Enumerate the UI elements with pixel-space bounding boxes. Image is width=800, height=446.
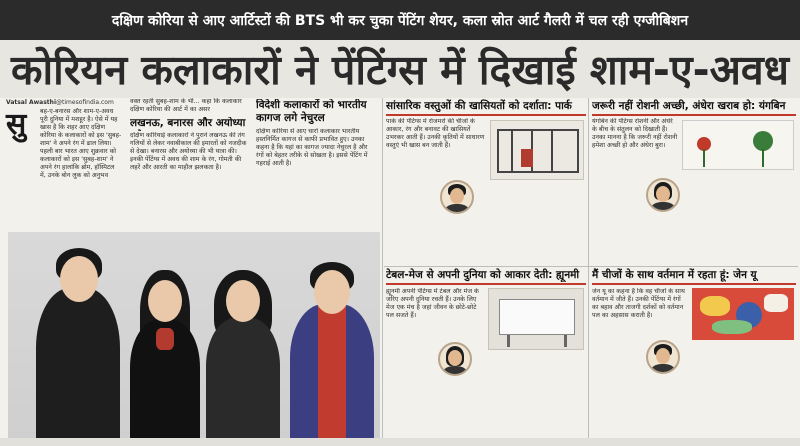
main-headline: कोरियन कलाकारों ने पेंटिंग्स में दिखाई शाम-ए-अवध bbox=[0, 40, 800, 98]
group-photo bbox=[8, 232, 380, 438]
box-title-youngbin: जरूरी नहीं रोशनी अच्छी, अंधेरा खराब हो: यंगबिन bbox=[592, 100, 786, 112]
subhead-paper: विदेशी कलाकारों को भारतीय कागज लगे नेचुरल bbox=[256, 99, 367, 124]
painting-hyunmi bbox=[488, 288, 584, 350]
box-divider bbox=[588, 98, 589, 438]
byline bbox=[6, 99, 114, 106]
portrait-park bbox=[440, 180, 474, 214]
box-text-youngbin-2 bbox=[686, 176, 794, 264]
box-text-hyunmi: ह्यूनमी अपनी पेंटिंग्स में टेबल और मेज के जरिए अपनी दुनिया रचती हैं। उनके लिए मेज एक मंच है जहां जीवन के छोटे-छोटे पल सजते हैं। bbox=[386, 288, 479, 319]
article-column-2-top: वक्त रहती सुबह-शाम के भी... कहा कि कलाकार दक्षिण कोरिया की आर्ट में का असर bbox=[130, 98, 242, 113]
box-text-jenyu-2 bbox=[692, 344, 794, 436]
painting-jenyu bbox=[692, 288, 794, 340]
box-title-hyunmi: टेबल-मेज से अपनी दुनिया को आकार देती: ह्यूनमी bbox=[386, 269, 580, 281]
box-row-divider bbox=[384, 266, 798, 267]
box-title-underline bbox=[592, 283, 796, 285]
portrait-hyunmi bbox=[438, 342, 472, 376]
box-text-youngbin: यंगबिन की पेंटिंग्स रोशनी और अंधेरे के बीच के संतुलन को दिखाती हैं। उनका मानना है कि जरूरी नहीं रोशनी हमेशा अच्छी हो और अंधेरा बुरा। bbox=[592, 118, 678, 149]
box-text-park-2 bbox=[490, 184, 584, 264]
byline-email: @timesofindia.com bbox=[56, 99, 114, 106]
box-text-hyunmi-2 bbox=[488, 354, 584, 436]
box-title-underline bbox=[386, 283, 586, 285]
column-divider bbox=[382, 98, 383, 438]
box-title-jenyu: मैं चीजों के साथ वर्तमान में रहता हूं: जेन यू bbox=[592, 269, 757, 281]
box-title-underline bbox=[592, 114, 796, 116]
byline-name: Vatsal Awasthi bbox=[6, 99, 57, 106]
subhead-lucknow: लखनऊ, बनारस और अयोध्या bbox=[130, 117, 246, 129]
box-title-park: सांसारिक वस्तुओं की खासियतों को दर्शाता: पार्क bbox=[386, 100, 572, 112]
photo-person-2 bbox=[130, 270, 200, 438]
drop-cap: सु bbox=[6, 107, 27, 142]
box-text-jenyu: जेन यू का कहना है कि वह चीजों के साथ वर्तमान में जीते हैं। उनकी पेंटिंग्स में रंगों का बहाव और ताजगी दर्शकों को वर्तमान पल का अहसास कराती है। bbox=[592, 288, 685, 319]
article-column-1: बह-ए-बनारस और शाम-ए-अवध पूरी दुनिया में मशहूर है। ऐसे में यह खास है कि शहर आए दक्षिण कोरिया के कलाकारों को इस 'सुबह-शाम' ने अपने रंग में ढाल लिया। पहली बार भारत आए शुक्रवार को कलाकारों को इस 'सुबह-शाम' ने अपने रंग हालांकि ब्रोम, हॉस्पिटल में, उनके बोन लुक को अनुभव bbox=[40, 108, 122, 179]
painting-youngbin bbox=[682, 120, 794, 170]
article-column-2: दक्षिण कोरियाई कलाकारों ने पुराने लखनऊ की तंग गलियों से लेकर नवाबीकाल की इमारतों को नजदीक से देखा। बनारस और अयोध्या की भी यात्रा की। इनकी पेंटिंग्स में अवध की शाम के रंग, गोमती की लहरें और आरती का माहौल झलकता है। bbox=[130, 132, 247, 171]
photo-person-1 bbox=[36, 242, 120, 438]
photo-person-4 bbox=[290, 258, 374, 438]
portrait-youngbin bbox=[646, 178, 680, 212]
box-text-park: पार्क की पेंटिंग्स में रोजमर्रा की चीजों के आकार, रंग और बनावट की खासियतें उभरकर आती हैं। उनकी कृतियों में साधारण वस्तुएं भी खास बन जाती हैं। bbox=[386, 118, 485, 149]
strap-headline: दक्षिण कोरिया से आए आर्टिस्टों की BTS भी कर चुका पेंटिंग शेयर, कला स्रोत आर्ट गैलरी में चल रही एग्जीबिशन bbox=[0, 0, 800, 40]
portrait-jenyu bbox=[646, 340, 680, 374]
article-column-3: दक्षिण कोरिया से आए चारों कलाकार भारतीय हस्तनिर्मित कागज से काफी प्रभावित हुए। उनका कहना है कि यहां का कागज ज्यादा नेचुरल है और रंगों को बेहतर तरीके से सोखता है। इससे पेंटिंग में गहराई आती है। bbox=[256, 128, 368, 167]
box-title-underline bbox=[386, 114, 586, 116]
painting-park bbox=[490, 120, 584, 180]
next-article-strip bbox=[0, 438, 800, 446]
photo-person-3 bbox=[206, 270, 280, 438]
